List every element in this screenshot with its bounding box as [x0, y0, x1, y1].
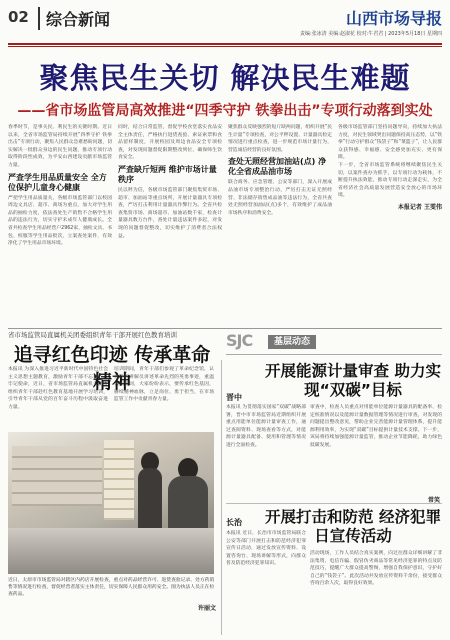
- header-divider-thin: [8, 46, 442, 47]
- article-paragraph: 培训期间，青年干部们参观了革命纪念馆，认真聆听讲解员讲述革命先烈的英勇事迹，重温入团誓词，大家纷纷表示，要传承红色基因，赓续精神血脉，立足岗位、勇于担当，在市场监管工作中贡献青春力量。: [114, 367, 214, 403]
- story-paragraph: 严把学生用品质量关，各级市场监管部门以校园周边文具店、超市、商场为重点，加大对学生用品的抽检力度，依法查处生产销售不合格学生用品的违法行为，切实守护未成年人健康成长。全省共检查学生用品经营户2962家，抽检文具、书包、校服等学生用品批次，立案查处案件，有效净化了学生用品市场环境。: [8, 195, 112, 247]
- story-paragraph: 聚焦群众反映强烈的短斤缺两问题，组织开展“民生计量”专项检查，对公平秤设置、计量器具检定情况进行重点检查，进一步规范市场计量行为，营造诚信经营的良好氛围。: [228, 125, 332, 153]
- header-divider: [8, 43, 442, 45]
- page-header: [8, 4, 442, 42]
- edition-info: 责编:张冰清 美编:赵淑花 校对:牛君君 | 2023年5月18日 星期四: [300, 31, 442, 37]
- main-headline: 聚焦民生关切 解决民生难题: [39, 61, 411, 95]
- story-paragraph: 春季时节，是事关民、利民生的关键时期。近日以来，全省市场监管局持续开展“四季守护 铁拳出击”专项行动，聚焦人民群众急难愁盼问题，切实解决一批群众身边的民生问题，推动专项行动取得阶段性成效，为平安山西建设贡献市场监管力量。: [8, 125, 112, 168]
- story-paragraph: 各级市场监管部门坚持问题导向，持续加大执法力度，对民生领域突出问题保持高压态势，以“铁拳”行动守护群众“钱袋子”和“菜篮子”，让人民群众获得感、幸福感、安全感更加充实、更有保障。: [338, 125, 442, 161]
- main-subheadline: ——省市场监管局高效推进“四季守护 铁拳出击”专项行动落到实处: [17, 103, 433, 119]
- story-subheading: 严查缺斤短两 维护市场计量秩序: [118, 164, 217, 184]
- section-divider: [8, 328, 442, 329]
- photo-counter: [8, 528, 214, 574]
- section-logo: SJC: [226, 331, 253, 350]
- article-signature: 常笑: [427, 497, 440, 504]
- story-column-2: [118, 124, 222, 326]
- story-paragraph: 同时，结合日常监管，督促学校食堂落实食品安全主体责任，严格执行进货查验、索证索票和食品留样制度，开展校园及周边食品安全专项检查，对发现问题督促限期整改到位，确保师生饮食安全。: [118, 125, 222, 161]
- article-location: 长治: [226, 518, 242, 527]
- story-paragraph: 下一步，全省市场监管系统将继续聚焦民生关切，以案件查办为抓手，以专项行动为载体，不断提升执法效能，推动专项行动走深走实，为全省经济社会高质量发展营造安全放心的市场环境。: [338, 162, 442, 199]
- newspaper-masthead: 山西市场导报: [345, 9, 442, 28]
- article-kicker: 省市场监管局直属机关团委组织青年干部开展红色教育培训: [8, 331, 177, 339]
- story-column-4: [338, 124, 442, 326]
- article-paragraph: 本报讯 近日，长治市市场监管局联合公安等部门开展打击和防范经济犯罪宣传日活动，通过发放宣传资料、设置咨询台、现场讲解等形式，向群众普及防范经济犯罪知识。: [226, 531, 306, 567]
- story-paragraph: 民以秤为信，各级市场监管部门聚焦集贸市场、超市、加油站等重点场所，开展计量器具专项检查，严厉打击利用计量器具作弊行为。全省共检查集贸市场、商场超市、加油站数千家，检查计量器具数万台件，查处计量违法案件多起，对发现的问题督促整改，切实维护了消费者合法权益。: [118, 187, 222, 239]
- story-column-1: [8, 124, 112, 326]
- story-paragraph: 联合商务、应急管理、公安等部门，深入开展成品油市场专项整治行动，严厉打击无证无照经营、非法储存销售成品油等违法行为，全省共查处无照经营加油站(点)多个，有效维护了成品油市场秩序和消费安全。: [228, 180, 332, 216]
- story-subheading: 严查学生用品质量安全 全方位保护儿童身心健康: [8, 172, 107, 192]
- section-title: 综合新闻: [38, 7, 110, 30]
- article-paragraph: 本报讯 为深入推进习近平新时代中国特色社会主义思想主题教育，激励青年干部不忘初心、牢记使命，近日，省市场监管局直属机关团委组织青年干部赴红色教育基地开展学习培训，引导青年干部从党的百年奋斗历程中汲取奋进力量。: [8, 367, 108, 410]
- section-divider: [226, 354, 442, 355]
- article-title: 开展能源计量审查 助力实现“双碳”目标: [265, 362, 441, 399]
- article-divider: [226, 503, 442, 504]
- photo-credit: 许丽文: [197, 605, 216, 612]
- article-title: 开展打击和防范 经济犯罪日宣传活动: [265, 508, 441, 545]
- photo-shelf: [12, 446, 102, 506]
- article-location: 晋中: [226, 393, 242, 402]
- photo-caption: 近日，太原市市场监管局对辖区内药店开展检查，重点对药品经营许可、进货查验记录、处方药销售等情况进行检查，督促经营者落实主体责任，切实保障人民群众用药安全。图为执法人员正在检查药品。: [8, 578, 215, 597]
- article-paragraph: 活动现场，工作人员结合真实案例，向过往群众详细讲解了非法集资、电信诈骗、假冒伪劣商品等常见经济犯罪的特点及防范技巧，提醒广大群众提高警惕，增强自我保护意识，守护好自己的“钱袋子”。此次活动共发放宣传资料千余份，接受群众咨询百余人次，取得良好效果。: [310, 551, 442, 587]
- news-photo: [8, 432, 214, 574]
- story-column-3: [228, 124, 332, 326]
- article-paragraph: 审查中，检查人员重点对用能单位能源计量器具的配备率、检定校准情况以及能源计量数据管理等情况进行审查，对发现的问题提出整改意见，帮助企业完善能源计量管理体系，提升能源利用效率，为实现“双碳”目标提供计量技术支撑。下一步，该局将持续加强能源计量监管，推动企业节能降耗，助力绿色低碳发展。: [310, 405, 442, 448]
- story-signature: 本报记者 王雯伟: [397, 203, 442, 211]
- section-banner: 基层动态: [268, 335, 316, 349]
- column-divider: [221, 360, 222, 635]
- photo-shelf: [104, 440, 134, 520]
- page-number: 02: [8, 8, 29, 26]
- article-paragraph: 本报讯 为贯彻落实国家“双碳”战略部署，晋中市市场监管局近期组织开展重点用能单位能源计量审查工作，通过查阅资料、现场查看等方式，对能源计量器具配备、使用和管理等情况进行全面检查。: [226, 405, 306, 448]
- story-subheading: 查处无照经营加油站(点) 净化全省成品油市场: [228, 157, 327, 177]
- article-title: 追寻红色印迹 传承革命精神: [13, 344, 211, 393]
